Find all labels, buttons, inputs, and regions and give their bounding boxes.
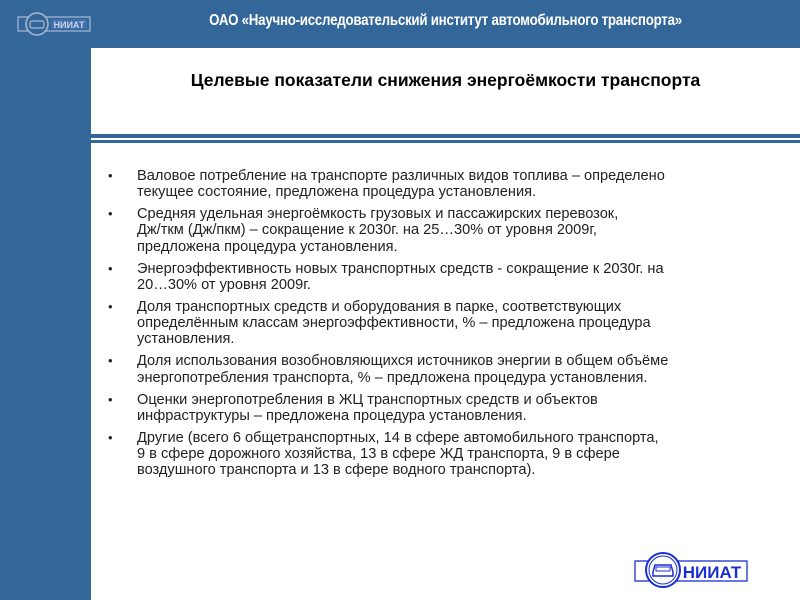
bullet-item (108, 392, 788, 425)
bullet-text-line: Валовое потребление на транспорте различных видов топлива – определено (137, 168, 665, 184)
bullet-text-line: предложена процедура установления. (137, 238, 398, 255)
bullet-icon: • (108, 168, 113, 183)
slide-title: Целевые показатели снижения энергоёмкости транспорта (190, 70, 701, 90)
bullet-item (108, 261, 788, 294)
bullet-item (108, 299, 788, 348)
niiat-logo-header (17, 11, 92, 37)
bullet-text-line: инфраструктуры – предложена процедура установления. (137, 407, 527, 424)
bullet-icon: • (108, 391, 113, 407)
bullet-text-line: 9 в сфере дорожного хозяйства, 13 в сфере ЖД транспорта, 9 в сфере (137, 446, 620, 463)
bullet-list (108, 168, 788, 484)
bullet-text-line: Энергоэффективность новых транспортных средств - сокращение к 2030г. на (137, 260, 664, 277)
niiat-logo-footer (634, 551, 750, 589)
logo-text: НИИАТ (682, 563, 742, 582)
bullet-text-line: текущее состояние, предложена процедура установления. (137, 184, 537, 201)
divider-line (91, 134, 800, 138)
bullet-icon: • (108, 298, 113, 314)
bullet-text-line: Дж/ткм (Дж/пкм) – сокращение к 2030г. на 25…30% от уровня 2009г, (137, 222, 597, 239)
bullet-text-line: определённым классам энергоэффективности, % – предложена процедура (137, 315, 651, 332)
bullet-icon: • (108, 260, 113, 276)
bullet-text-line: Доля использования возобновляющихся источников энергии в общем объёме (137, 353, 669, 370)
left-stripe (0, 0, 91, 600)
bullet-text-line: Другие (всего 6 общетранспортных, 14 в сфере автомобильного транспорта, (137, 429, 659, 446)
bullet-item (108, 206, 788, 255)
bullet-icon: • (108, 353, 113, 369)
bullet-text-line: Оценки энергопотребления в ЖЦ транспортных средств и объектов (137, 391, 598, 408)
divider-line (91, 140, 800, 143)
bullet-text-line: воздушного транспорта и 13 в сфере водного транспорта). (137, 462, 536, 479)
bullet-text-line: Средняя удельная энергоёмкость грузовых и пассажирских перевозок, (137, 206, 619, 223)
bullet-icon: • (108, 429, 113, 445)
bullet-item (108, 430, 788, 479)
organization-title: ОАО «Научно-исследовательский институт автомобильного транспорта» (209, 12, 682, 29)
bullet-text-line: энергопотребления транспорта, % – предложена процедура установления. (137, 369, 648, 386)
bullet-icon: • (108, 206, 113, 222)
bullet-item (108, 168, 788, 201)
bullet-item (108, 353, 788, 386)
bullet-text-line: установления. (137, 331, 235, 348)
logo-text: НИИАТ (53, 20, 85, 30)
bullet-text-line: Доля транспортных средств и оборудования в парке, соответствующих (137, 298, 622, 315)
bullet-text-line: 20…30% от уровня 2009г. (137, 276, 311, 293)
title-box (91, 48, 800, 134)
